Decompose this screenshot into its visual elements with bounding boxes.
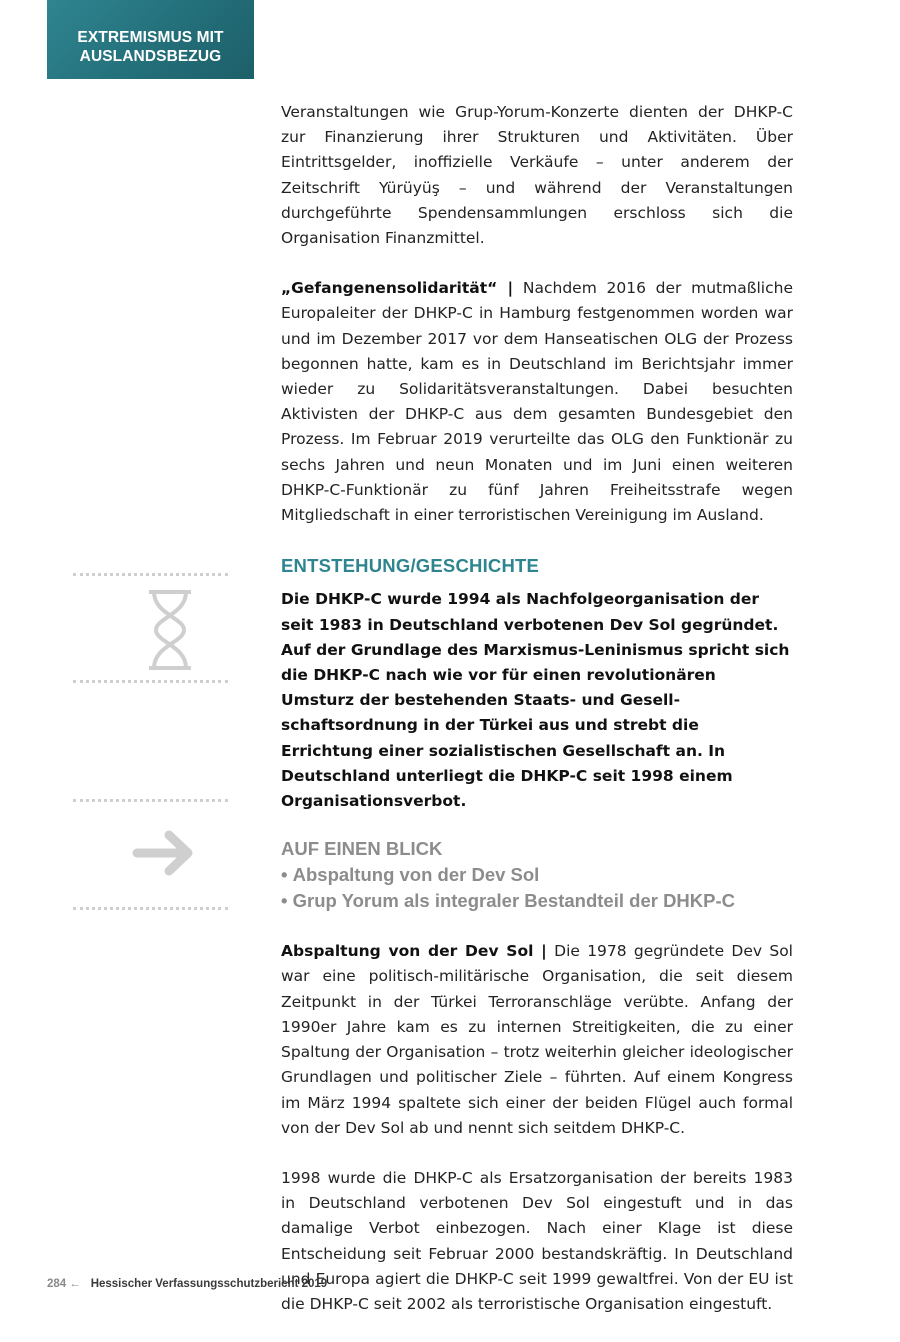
arrow-left-icon: ← (69, 1278, 81, 1290)
paragraph-dev-sol-split (281, 939, 793, 1141)
list-item: • Grup Yorum als integraler Bestandteil der DHKP-C (281, 888, 793, 914)
section-tab-line2: AUSLANDSBEZUG (79, 48, 222, 65)
main-content (281, 100, 793, 1342)
intro-paragraph: Die DHKP-C wurde 1994 als Nachfolgeorganisation der seit 1983 in Deutschland verbotenen Dev Sol gegründet. Auf der Grundlage des Marxismus-Leninismus spricht sich die DHKP-C nach wie vor für einen revolutionären Umsturz der bestehenden Staats- und Gesellschaftsordnung in der Türkei aus und strebt die Errichtung einer sozialistischen Gesellschaft an. In Deutschland unterliegt die DHKP-C seit 1998 einem Organisationsverbot. (281, 590, 790, 811)
paragraph-dev-sol-split-body: Die 1978 gegründete Dev Sol war eine politisch-militärische Organisation, die seit diesem Zeitpunkt in der Türkei Terroranschläge verübte. Anfang der 1990er Jahre kam es zu internen Streitigkeiten, die zu einer Spaltung der Organisation – trotz weiterhin gleicher ideologischer Grundlagen und politischer Ziele – führten. Auf einem Kongress im März 1994 spaltete sich einer der beiden Flügel auch formal von der Dev Sol ab und nennt sich seitdem DHKP-C. (281, 942, 793, 1137)
divider-dotted (73, 907, 228, 910)
lead-in-prisoner-solidarity: „Gefangenensolidarität“ | (281, 279, 514, 298)
paragraph-ban: 1998 wurde die DHKP-C als Ersatzorganisation der bereits 1983 in Deutschland verbotenen Dev Sol eingestuft und in das damalige Verbot einbezogen. Nach einer Klage ist diese Entscheidung seit Februar 2000 bestandskräftig. In Deutschland und Europa agiert die DHKP-C seit 1999 gewaltfrei. Von der EU ist die DHKP-C seit 2002 als terroristische Organisation eingestuft. (281, 1168, 793, 1313)
page-number: 284 (47, 1278, 67, 1290)
list-item: • Abspaltung von der Dev Sol (281, 862, 793, 888)
divider-dotted (73, 573, 228, 576)
hourglass-icon (146, 588, 194, 676)
at-a-glance-list (281, 862, 793, 914)
arrow-right-icon (131, 828, 195, 882)
paragraph-prisoner-solidarity-body: Nachdem 2016 der mutmaßliche Europaleiter der DHKP-C in Hamburg festgenommen worden war und im Dezember 2017 vor dem Hanseatischen OLG der Prozess begonnen hatte, kam es in Deutschland im Berichtsjahr immer wieder zu Solidaritätsveranstaltungen. Dabei besuchten Aktivisten der DHKP-C aus dem gesamten Bundesgebiet den Prozess. Im Februar 2019 verurteilte das OLG den Funktionär zu sechs Jahren und neun Monaten und im Juni einen weiteren DHKP-C-Funktionär zu fünf Jahren Freiheitsstrafe wegen Mitgliedschaft in einer terroristischen Vereinigung im Ausland. (281, 279, 793, 525)
paragraph-prisoner-solidarity (281, 276, 793, 528)
page-footer (47, 1278, 327, 1290)
section-heading: ENTSTEHUNG/GESCHICHTE (281, 555, 540, 577)
at-a-glance-title: AUF EINEN BLICK (281, 838, 443, 860)
section-tab-line1: EXTREMISMUS MIT (77, 29, 224, 46)
divider-dotted (73, 680, 228, 683)
section-tab (47, 0, 254, 79)
paragraph-financing: Veranstaltungen wie Grup-Yorum-Konzerte dienten der DHKP-C zur Finanzierung ihrer Strukturen und Aktivitäten. Über Eintrittsgelder, inoffizielle Verkäufe – unter anderem der Zeitschrift Yürüyüş – und während der Veranstaltungen durchgeführte Spendensammlungen erschloss sich die Organisation Finanzmittel. (281, 103, 793, 248)
divider-dotted (73, 799, 228, 802)
lead-in-dev-sol-split: Abspaltung von der Dev Sol | (281, 942, 547, 961)
publication-title: Hessischer Verfassungsschutzbericht 2019 (90, 1278, 328, 1290)
